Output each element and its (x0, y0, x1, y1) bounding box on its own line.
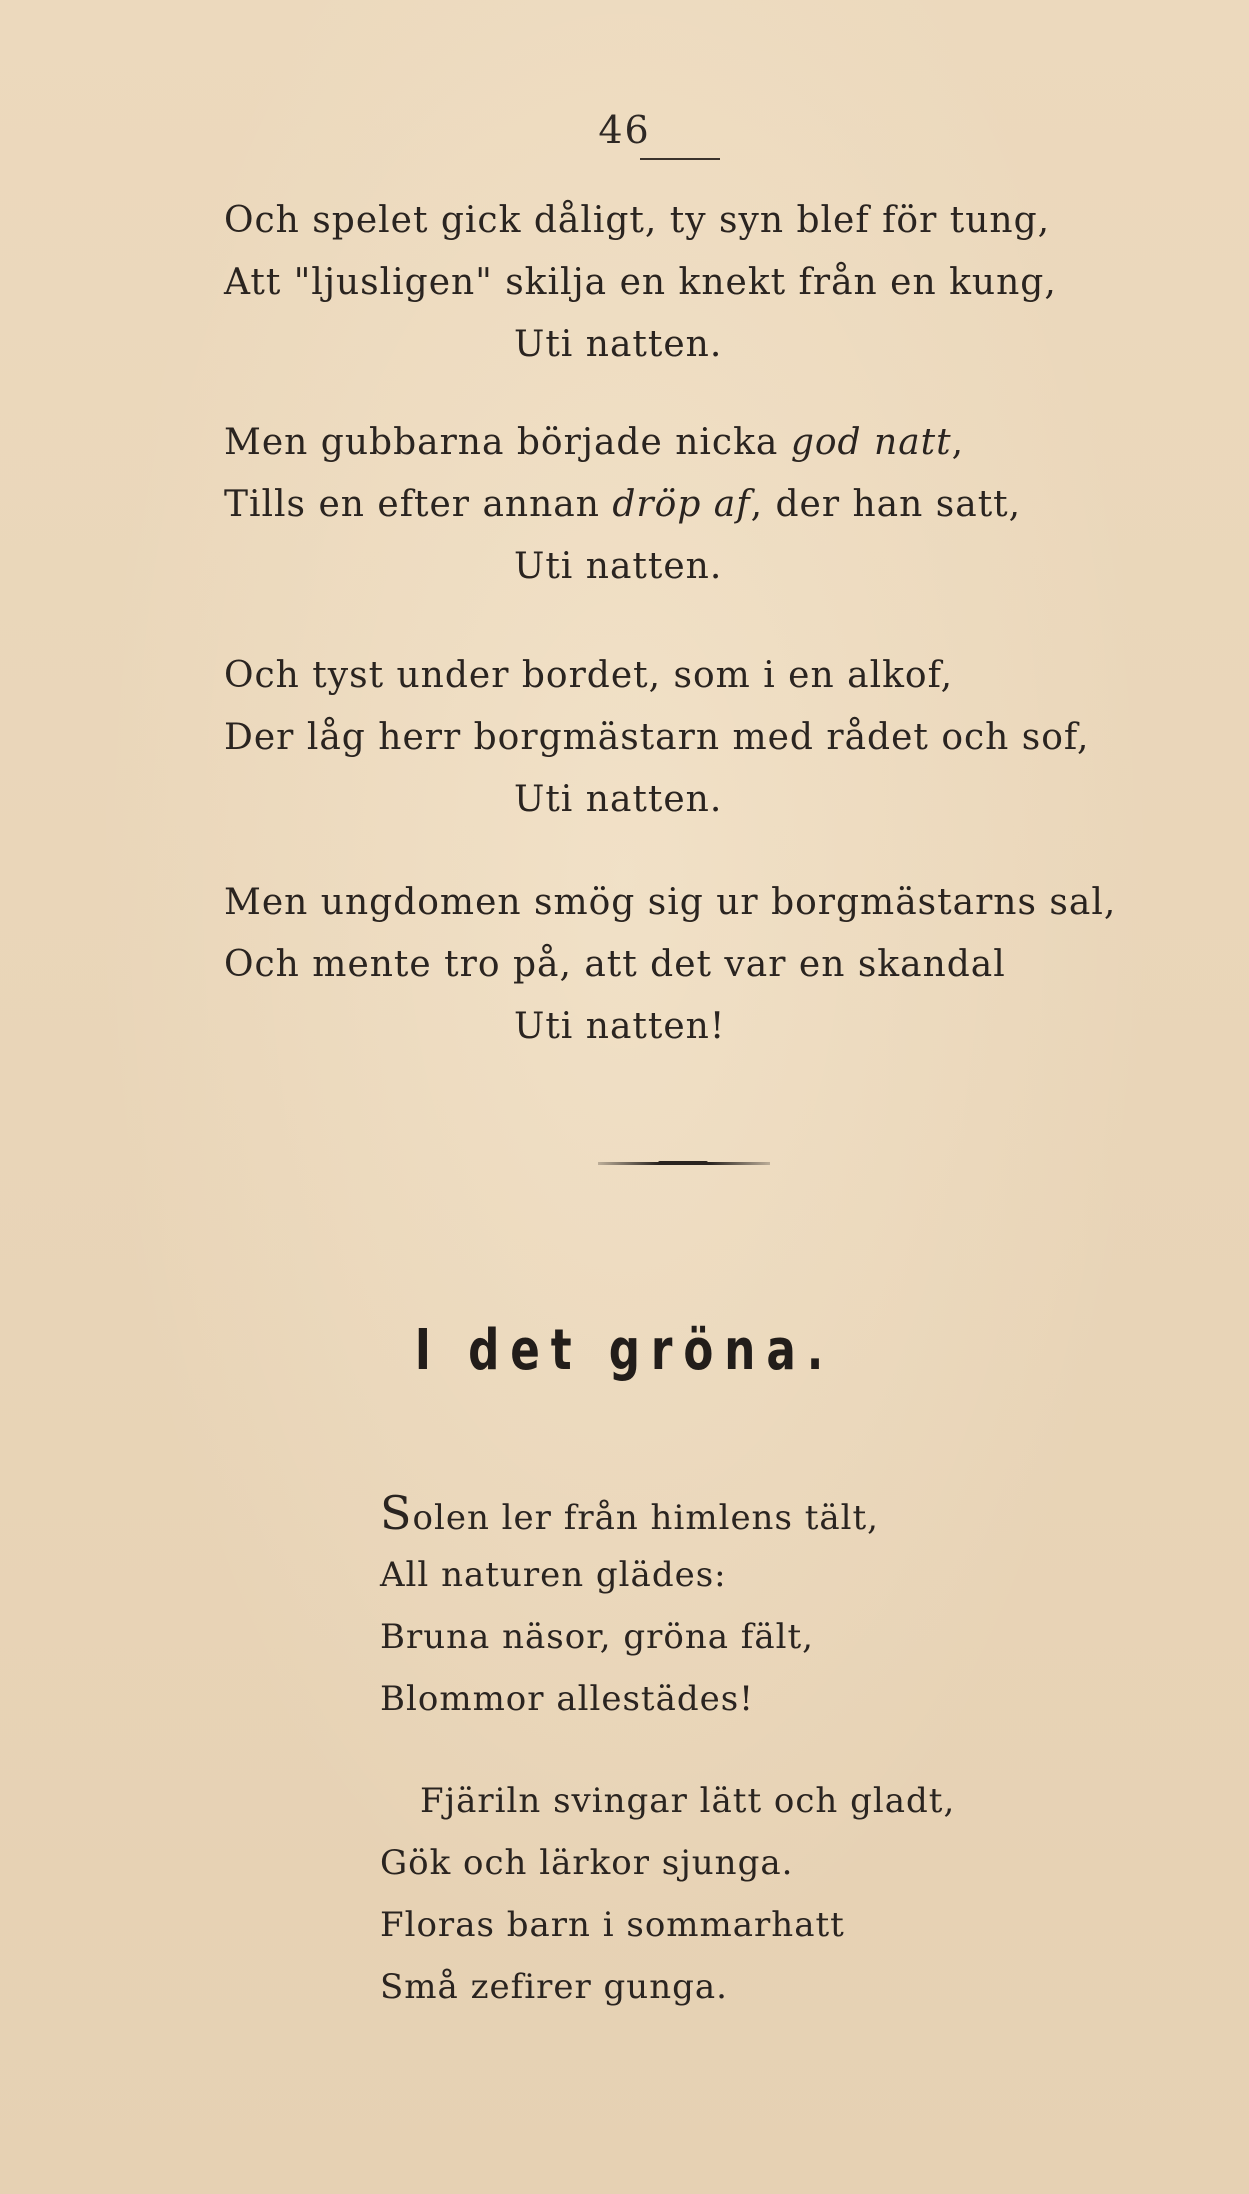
verse-line: Och tyst under bordet, som i en alkof, (224, 655, 954, 696)
refrain-line: Uti natten. (514, 779, 723, 820)
verse-line: Att "ljusligen" skilja en knekt från en kung, (224, 262, 1057, 303)
refrain-line: Uti natten. (514, 546, 723, 587)
verse-line: Bruna näsor, gröna fält, (380, 1617, 814, 1657)
verse-line: Fjäriln svingar lätt och gladt, (420, 1781, 956, 1821)
refrain-line: Uti natten. (514, 324, 723, 365)
verse-line: Och spelet gick dåligt, ty syn blef för tung, (224, 200, 1051, 241)
verse-line: All naturen glädes: (380, 1555, 727, 1595)
italic-phrase: dröp af (612, 484, 751, 525)
stanza-4 (224, 872, 1124, 1058)
verse-line: Och mente tro på, att det var en skandal (224, 944, 1006, 985)
verse-line: Blommor allestädes! (380, 1679, 754, 1719)
verse-text: olen ler från himlens tält, (412, 1498, 879, 1538)
verse-line (224, 474, 1124, 536)
poem2-stanza-2 (380, 1770, 1180, 2018)
verse-line: Små zefirer gunga. (380, 1967, 728, 2007)
section-divider (598, 1162, 770, 1165)
stanza-3 (224, 645, 1124, 831)
verse-line (224, 412, 1124, 474)
stanza-2 (224, 412, 1124, 598)
verse-text: Tills en efter annan (224, 484, 613, 525)
verse-text: , (951, 422, 965, 463)
verse-line: Floras barn i sommarhatt (380, 1905, 845, 1945)
refrain-line: Uti natten! (514, 1006, 726, 1047)
poem-title: I det gröna. (414, 1318, 835, 1383)
verse-text: , der han satt, (750, 484, 1022, 525)
italic-phrase: god natt (790, 422, 952, 463)
stanza-1 (224, 190, 1124, 376)
verse-line: Der låg herr borgmästarn med rådet och sof, (224, 717, 1090, 758)
poem2-stanza-1 (380, 1482, 1180, 1730)
page-number: 46 (598, 108, 651, 152)
verse-line: Men ungdomen smög sig ur borgmästarns sal, (224, 882, 1117, 923)
drop-cap: S (380, 1486, 413, 1540)
verse-text: Men gubbarna började nicka (224, 422, 791, 463)
page-number-rule (640, 158, 720, 160)
verse-line (380, 1482, 1180, 1544)
verse-line: Gök och lärkor sjunga. (380, 1843, 794, 1883)
